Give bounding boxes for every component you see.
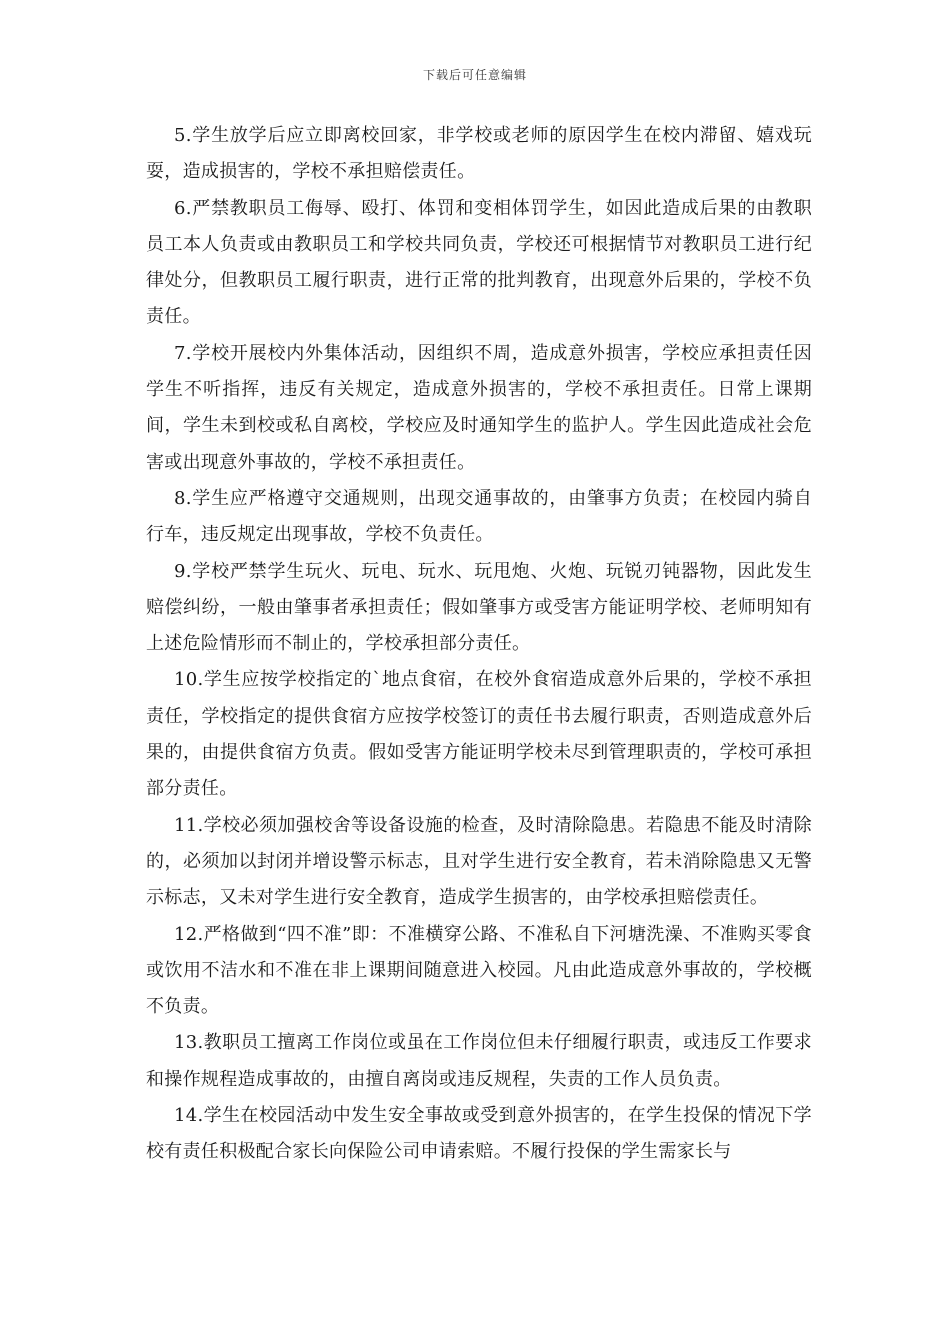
paragraph-11: 11.学校必须加强校舍等设备设施的检查，及时清除隐患。若隐患不能及时清除的，必须加以封闭并增设警示标志，且对学生进行安全教育，若未消除隐患又无警示标志，又未对学生进行安全教育，造成学生损害的，由学校承担赔偿责任。 — [146, 814, 812, 909]
paragraph-10: 10.学生应按学校指定的`地点食宿，在校外食宿造成意外后果的，学校不承担责任，学校指定的提供食宿方应按学校签订的责任书去履行职责，否则造成意外后果的，由提供食宿方负责。假如受害方能证明学校未尽到管理职责的，学校可承担部分责任。 — [146, 669, 812, 800]
paragraph-12: 12.严格做到“四不准”即：不准横穿公路、不准私自下河塘洗澡、不准购买零食或饮用不洁水和不准在非上课期间随意进入校园。凡由此造成意外事故的，学校概不负责。 — [146, 923, 812, 1018]
paragraph-8: 8.学生应严格遵守交通规则，出现交通事故的，由肇事方负责；在校园内骑自行车，违反规定出现事故，学校不负责任。 — [146, 487, 812, 546]
paragraph-13: 13.教职员工擅离工作岗位或虽在工作岗位但未仔细履行职责，或违反工作要求和操作规程造成事故的，由擅自离岗或违反规程，失责的工作人员负责。 — [146, 1032, 812, 1090]
document-body — [146, 118, 812, 1171]
paragraph-5: 5.学生放学后应立即离校回家，非学校或老师的原因学生在校内滞留、嬉戏玩耍，造成损害的，学校不承担赔偿责任。 — [146, 125, 812, 183]
paragraph-7: 7.学校开展校内外集体活动，因组织不周，造成意外损害，学校应承担责任因学生不听指挥，违反有关规定，造成意外损害的，学校不承担责任。日常上课期间，学生未到校或私自离校，学校应及时通知学生的监护人。学生因此造成社会危害或出现意外事故的，学校不承担责任。 — [146, 342, 812, 473]
paragraph-6: 6.严禁教职员工侮辱、殴打、体罚和变相体罚学生，如因此造成后果的由教职员工本人负责或由教职员工和学校共同负责，学校还可根据情节对教职员工进行纪律处分，但教职员工履行职责，进行正常的批判教育，出现意外后果的，学校不负责任。 — [146, 197, 812, 328]
page-header: 下载后可任意编辑 — [422, 68, 527, 82]
paragraph-9: 9.学校严禁学生玩火、玩电、玩水、玩甩炮、火炮、玩锐刃钝器物，因此发生赔偿纠纷，一般由肇事者承担责任；假如肇事方或受害方能证明学校、老师明知有上述危险情形而不制止的，学校承担部分责任。 — [146, 560, 812, 655]
paragraph-14: 14.学生在校园活动中发生安全事故或受到意外损害的，在学生投保的情况下学校有责任积极配合家长向保险公司申请索赔。不履行投保的学生需家长与 — [146, 1105, 812, 1163]
